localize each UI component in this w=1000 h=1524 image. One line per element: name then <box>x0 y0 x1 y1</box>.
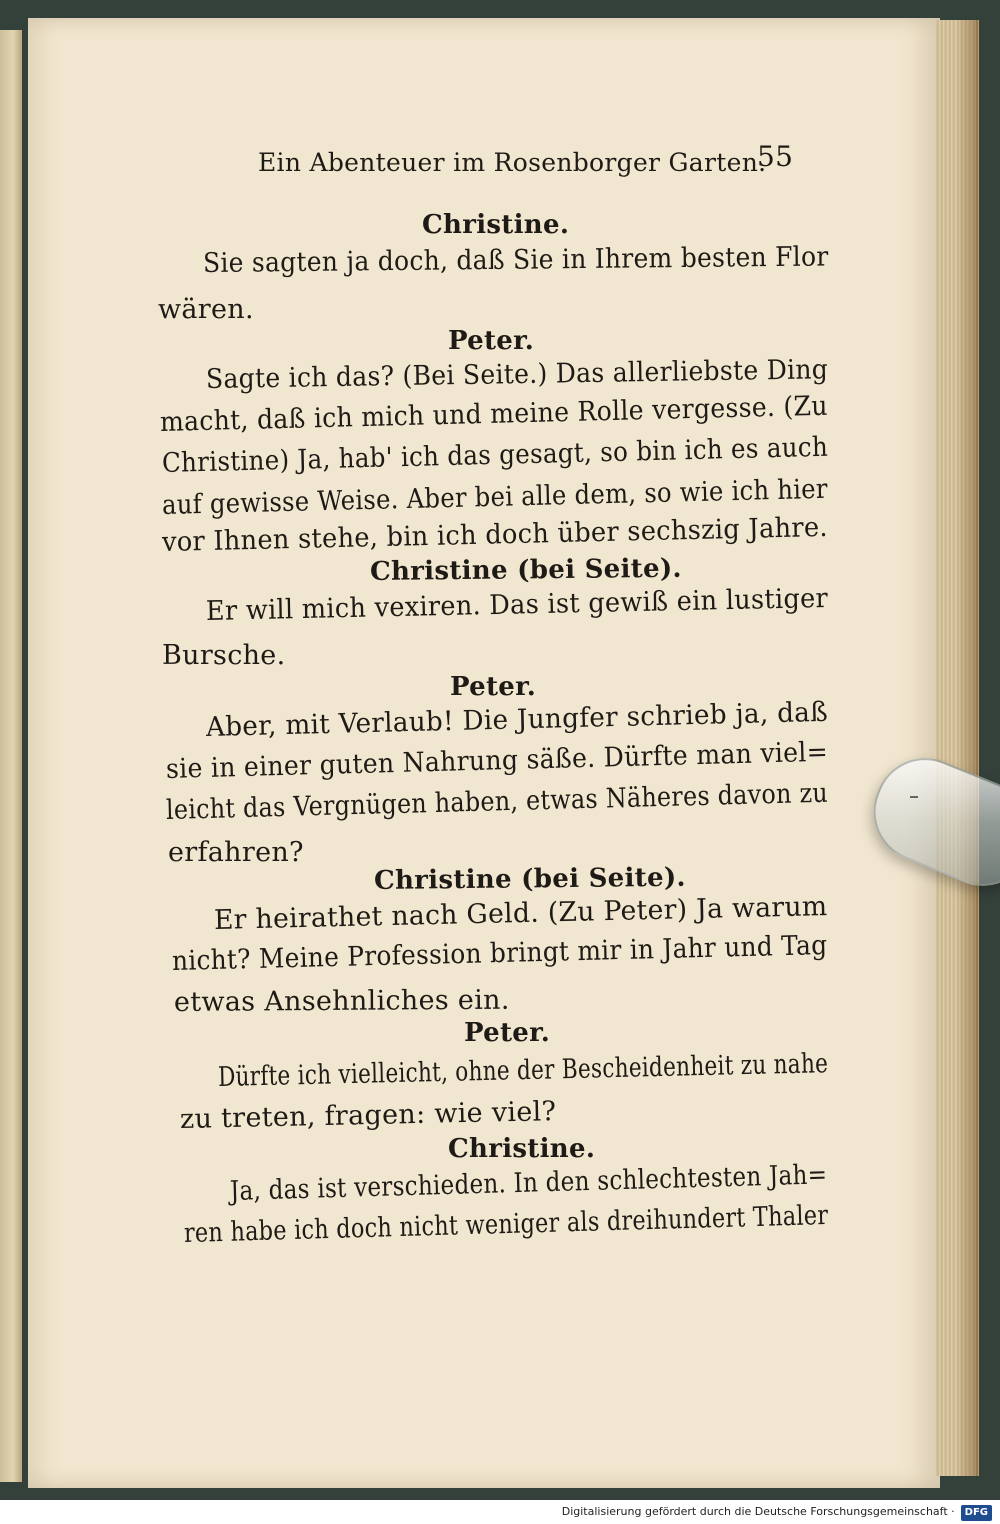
running-header-title: Ein Abenteuer im Rosenborger Garten. <box>258 148 767 177</box>
text-line: Aber, mit Verlaub! Die Jungfer schrieb ja, daß <box>205 696 829 743</box>
clip-mark <box>910 796 918 798</box>
speaker-heading: Peter. <box>450 672 537 702</box>
text-line: nicht? Meine Profession bringt mir in Jahr und Tag <box>171 929 828 977</box>
text-line: sie in einer guten Nahrung säße. Dürfte man viel= <box>165 736 829 785</box>
text-line: ren habe ich doch nicht weniger als dreihundert Thaler <box>183 1200 829 1249</box>
digitization-credit <box>0 1500 1000 1524</box>
text-line: Christine) Ja, hab' ich das gesagt, so bin ich es auch <box>161 431 829 479</box>
speaker-heading: Christine (bei Seite). <box>369 553 682 587</box>
text-line: wären. <box>158 294 254 325</box>
text-line: auf gewisse Weise. Aber bei alle dem, so wie ich hier <box>161 473 829 521</box>
speaker-heading: Christine (bei Seite). <box>373 862 686 896</box>
text-line: Sie sagten ja doch, daß Sie in Ihrem besten Flor <box>202 241 829 279</box>
text-line: leicht das Vergnügen haben, etwas Näheres davon zu <box>165 777 829 826</box>
text-line: etwas Ansehnliches ein. <box>173 984 510 1018</box>
text-line: zu treten, fragen: wie viel? <box>179 1096 557 1135</box>
text-line: Er heirathet nach Geld. (Zu Peter) Ja warum <box>213 891 828 936</box>
dfg-logo: DFG <box>961 1505 992 1521</box>
credit-text: Digitalisierung gefördert durch die Deutsche Forschungsgemeinschaft · <box>561 1505 955 1518</box>
speaker-heading: Christine. <box>422 210 570 240</box>
text-line: Bursche. <box>162 640 286 671</box>
page-number: 55 <box>757 140 794 173</box>
facing-page-edge <box>0 30 22 1482</box>
text-line: vor Ihnen stehe, bin ich doch über sechszig Jahre. <box>161 511 829 558</box>
text-line: Ja, das ist verschieden. In den schlechtesten Jah= <box>229 1159 828 1207</box>
text-line: Sagte ich das? (Bei Seite.) Das allerliebste Ding <box>205 354 829 395</box>
page-edge-shadow <box>958 20 978 1476</box>
text-line: erfahren? <box>168 837 304 868</box>
text-line: Dürfte ich vielleicht, ohne der Bescheidenheit zu nahe <box>217 1048 829 1093</box>
speaker-heading: Peter. <box>448 326 535 356</box>
speaker-heading: Christine. <box>448 1134 596 1164</box>
speaker-heading: Peter. <box>464 1018 551 1048</box>
text-line: Er will mich vexiren. Das ist gewiß ein lustiger <box>205 582 829 627</box>
text-line: macht, daß ich mich und meine Rolle vergesse. (Zu <box>159 390 829 438</box>
